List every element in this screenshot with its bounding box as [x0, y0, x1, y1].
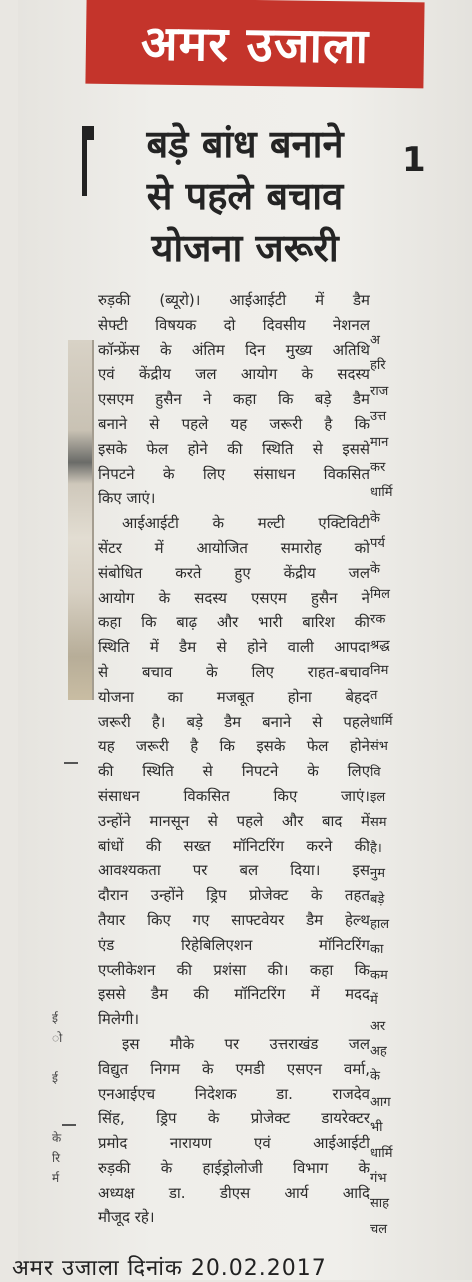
adjacent-column-fragment: धार्मि	[370, 713, 393, 729]
adjacent-column-fragment: मिल	[370, 586, 390, 602]
article-line: विद्युत निगम के एमडी एसएन वर्मा,	[98, 1059, 370, 1078]
masthead-title: अमर उजाला	[140, 14, 370, 75]
newspaper-masthead	[85, 0, 424, 88]
article-line: एसएम हुसैन ने कहा कि बड़े डैम	[98, 390, 370, 409]
column-divider-mark	[64, 762, 78, 764]
article-line: मौजूद रहे।	[98, 1208, 155, 1227]
article-line: सेफ्टी विषयक दो दिवसीय नेशनल	[98, 315, 370, 334]
adjacent-column-fragment: मान	[370, 434, 389, 450]
article-body	[98, 288, 370, 1230]
article-line: रुड़की के हाईड्रोलोजी विभाग के	[98, 1158, 370, 1177]
left-column-fragment	[52, 1108, 78, 1128]
article-headline	[110, 118, 380, 274]
adjacent-column-fragment: वि	[370, 764, 381, 780]
headline-line: बड़े बांध बनाने	[146, 122, 344, 166]
article-line: आईआईटी के मल्टी एक्टिविटी	[122, 514, 370, 533]
article-line: सेंटर में आयोजित समारोह को	[98, 538, 370, 557]
article-line: इससे डैम की मॉनिटरिंग में मदद	[98, 985, 370, 1004]
adjacent-headline-fragment: 1	[402, 140, 426, 180]
article-line: प्रमोद नारायण एवं आईआईटी	[98, 1134, 370, 1153]
article-line: निपटने के लिए संसाधन विकसित	[98, 464, 370, 483]
cropped-photo	[68, 340, 94, 700]
headline-line: से पहले बचाव	[146, 174, 344, 218]
adjacent-column-fragment: गंभ	[370, 1170, 387, 1186]
left-column-fragment	[52, 1088, 78, 1108]
article-line: कॉन्फ्रेंस के अंतिम दिन मुख्य अतिथि	[98, 340, 370, 359]
adjacent-column-fragment: भी	[370, 1120, 383, 1136]
article-line: बनाने से पहले यह जरूरी है कि	[98, 414, 370, 433]
adjacent-column-fragment: धार्मि	[370, 485, 393, 501]
left-column-fragment: र्म	[52, 1171, 60, 1185]
article-line: एप्लीकेशन की प्रशंसा की। कहा कि	[98, 960, 370, 979]
left-column-fragment: ई	[52, 1071, 58, 1085]
adjacent-column-fragment: आग	[370, 1094, 391, 1110]
article-line: मिलेगी।	[98, 1010, 140, 1029]
article-line: बांधों की सख्त मॉनिटरिंग करने की	[98, 836, 370, 855]
adjacent-column-fragment: के	[370, 510, 380, 526]
left-column-fragment: के	[52, 1131, 62, 1145]
adjacent-column-fragment: रक	[370, 612, 386, 628]
article-line: एंड रिहेबिलिएशन मॉनिटरिंग	[98, 935, 370, 954]
left-column-fragment	[52, 1048, 78, 1068]
adjacent-column-fragment: हाल	[370, 916, 390, 932]
article-line: की स्थिति से निपटने के लिए	[98, 762, 370, 781]
article-line: अध्यक्ष डा. डीएस आर्य आदि	[98, 1183, 370, 1202]
adjacent-column-fragment: श्रद्ध	[370, 637, 390, 653]
adjacent-column-fragment: बड़े	[370, 891, 385, 907]
adjacent-column-fragment: नुम	[370, 866, 385, 882]
article-line: स्थिति में डैम से होने वाली आपदा	[98, 638, 370, 657]
article-line: संसाधन विकसित किए जाएं।	[98, 786, 370, 805]
article-line: उन्होंने मानसून से पहले और बाद में	[98, 811, 370, 830]
adjacent-column-fragment: के	[370, 1069, 380, 1085]
adjacent-column-fragment: राज	[370, 383, 389, 399]
article-line: यह जरूरी है कि इसके फेल होने	[98, 737, 370, 756]
article-line: संबोधित करते हुए केंद्रीय जल	[98, 563, 370, 582]
adjacent-column-fragment: का	[370, 942, 384, 958]
adjacent-column-fragment: कर	[370, 459, 386, 475]
adjacent-column-fragment: में	[370, 993, 378, 1009]
adjacent-column-fragment: अह	[370, 1043, 387, 1059]
adjacent-column-fragment: के	[370, 561, 380, 577]
left-column-fragment: ो	[52, 1031, 63, 1045]
adjacent-column-fragment: सम	[370, 815, 387, 831]
article-line: इस मौके पर उत्तराखंड जल	[122, 1034, 370, 1053]
article-line: रुड़की (ब्यूरो)। आईआईटी में डैम	[98, 291, 370, 309]
left-column-fragment: ई	[52, 1011, 58, 1025]
adjacent-column-fragment: चल	[370, 1221, 388, 1237]
article-line: एनआईएच निदेशक डा. राजदेव	[98, 1084, 370, 1103]
article-line: आवश्यकता पर बल दिया। इस	[98, 861, 370, 880]
adjacent-column-fragment: त	[370, 688, 378, 704]
headline-line: योजना जरूरी	[151, 226, 339, 270]
adjacent-left-column	[52, 1008, 78, 1188]
article-line: किए जाएं।	[98, 489, 156, 508]
article-line: सिंह, ड्रिप के प्रोजेक्ट डायरेक्टर	[98, 1109, 370, 1128]
adjacent-column-fragment: धार्मि	[370, 1145, 393, 1161]
adjacent-column-fragment: निम	[370, 663, 389, 679]
adjacent-column-fragment: अ	[370, 333, 380, 348]
article-line: कहा कि बाढ़ और भारी बारिश की	[98, 613, 370, 632]
article-line: एवं केंद्रीय जल आयोग के सदस्य	[98, 365, 370, 384]
handwritten-source-note: अमर उजाला दिनांक 20.02.2017	[12, 1256, 327, 1281]
left-column-fragment: रि	[52, 1151, 61, 1165]
article-line: तैयार किए गए साफ्टवेयर डैम हेल्थ	[98, 910, 370, 929]
article-line: योजना का मजबूत होना बेहद	[98, 687, 370, 706]
adjacent-column-fragment: उत्त	[370, 409, 387, 425]
adjacent-column-fragment: इल	[370, 790, 386, 806]
adjacent-column-fragment: पर्य	[370, 536, 385, 552]
article-line: से बचाव के लिए राहत-बचाव	[98, 662, 370, 681]
adjacent-column-fragment: संभ	[370, 739, 388, 755]
headline-corner-mark	[82, 126, 87, 196]
adjacent-column-fragment: अर	[370, 1018, 386, 1034]
article-line: आयोग के सदस्य एसएम हुसैन ने	[98, 588, 370, 607]
adjacent-column-fragment: कम	[370, 967, 388, 983]
adjacent-column-fragment: हरि	[370, 358, 386, 374]
article-line: दौरान उन्होंने ड्रिप प्रोजेक्ट के तहत	[98, 886, 370, 905]
adjacent-article-column	[370, 328, 410, 1242]
article-line: जरूरी है। बड़े डैम बनाने से पहले	[98, 712, 370, 731]
article-line: इसके फेल होने की स्थिति से इससे	[98, 439, 370, 458]
adjacent-column-fragment: है।	[370, 840, 382, 856]
adjacent-column-fragment: साह	[370, 1196, 390, 1212]
